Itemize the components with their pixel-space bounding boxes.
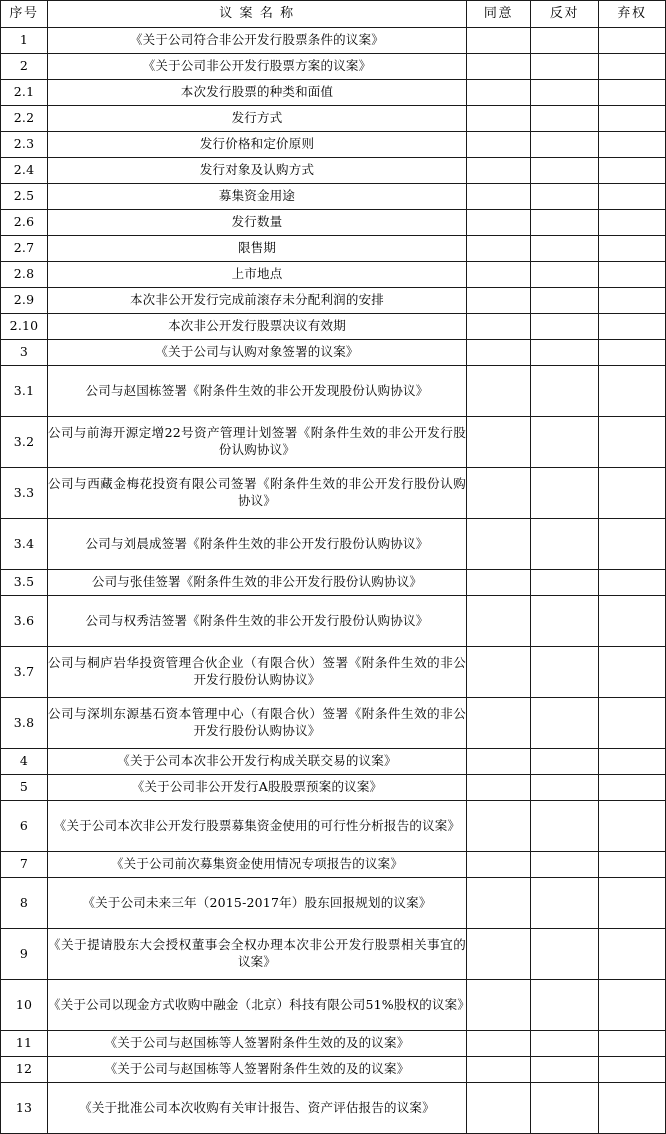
cell-vote-agree[interactable] — [467, 132, 531, 158]
cell-vote-abstain[interactable] — [599, 596, 666, 647]
cell-vote-oppose[interactable] — [531, 80, 599, 106]
cell-seq: 1 — [1, 28, 48, 54]
proposal-name-text: 《关于批准公司本次收购有关审计报告、资产评估报告的议案》 — [79, 1099, 435, 1115]
cell-vote-agree[interactable] — [467, 158, 531, 184]
cell-vote-oppose[interactable] — [531, 570, 599, 596]
cell-seq: 10 — [1, 980, 48, 1031]
cell-vote-agree[interactable] — [467, 596, 531, 647]
cell-vote-oppose[interactable] — [531, 236, 599, 262]
cell-seq: 13 — [1, 1083, 48, 1134]
table-row — [1, 980, 666, 1031]
cell-vote-abstain[interactable] — [599, 519, 666, 570]
cell-proposal-name — [48, 417, 467, 468]
table-row — [1, 1031, 666, 1057]
cell-seq: 2.10 — [1, 314, 48, 340]
cell-vote-oppose[interactable] — [531, 775, 599, 801]
cell-proposal-name — [48, 314, 467, 340]
proposal-name-text: 《关于公司前次募集资金使用情况专项报告的议案》 — [110, 856, 404, 872]
cell-proposal-name — [48, 28, 467, 54]
cell-vote-agree[interactable] — [467, 749, 531, 775]
cell-vote-agree[interactable] — [467, 54, 531, 80]
cell-proposal-name — [48, 468, 467, 519]
cell-vote-agree[interactable] — [467, 468, 531, 519]
cell-seq: 11 — [1, 1031, 48, 1057]
table-row — [1, 28, 666, 54]
cell-proposal-name — [48, 366, 467, 417]
cell-seq: 2.1 — [1, 80, 48, 106]
cell-seq: 5 — [1, 775, 48, 801]
cell-seq: 2.6 — [1, 210, 48, 236]
cell-proposal-name — [48, 801, 467, 852]
proposal-name-text: 《关于公司本次非公开发行构成关联交易的议案》 — [117, 753, 397, 769]
table-row — [1, 158, 666, 184]
cell-proposal-name — [48, 132, 467, 158]
cell-vote-abstain[interactable] — [599, 852, 666, 878]
cell-proposal-name — [48, 1031, 467, 1057]
cell-vote-agree[interactable] — [467, 417, 531, 468]
table-row — [1, 852, 666, 878]
cell-vote-abstain[interactable] — [599, 749, 666, 775]
cell-vote-abstain[interactable] — [599, 468, 666, 519]
cell-vote-oppose[interactable] — [531, 1083, 599, 1134]
proposal-name-text: 限售期 — [237, 240, 277, 256]
cell-proposal-name — [48, 288, 467, 314]
cell-vote-oppose[interactable] — [531, 929, 599, 980]
proposal-name-text: 公司与桐庐岩华投资管理合伙企业（有限合伙）签署《附条件生效的非公开发行股份认购协议》 — [48, 655, 466, 687]
cell-seq: 3.2 — [1, 417, 48, 468]
cell-vote-agree[interactable] — [467, 519, 531, 570]
cell-vote-abstain[interactable] — [599, 236, 666, 262]
column-header-seq: 序号 — [1, 1, 48, 28]
cell-vote-oppose[interactable] — [531, 288, 599, 314]
proposal-name-text: 发行方式 — [231, 110, 283, 126]
cell-vote-oppose[interactable] — [531, 852, 599, 878]
proposal-name-text: 《关于公司与赵国栋等人签署附条件生效的及的议案》 — [104, 1035, 410, 1051]
proposal-name-text: 《关于提请股东大会授权董事会全权办理本次非公开发行股票相关事宜的议案》 — [48, 937, 466, 969]
cell-vote-oppose[interactable] — [531, 158, 599, 184]
table-row — [1, 262, 666, 288]
cell-seq: 2.2 — [1, 106, 48, 132]
cell-vote-oppose[interactable] — [531, 698, 599, 749]
cell-vote-agree[interactable] — [467, 1083, 531, 1134]
column-header-agree: 同意 — [467, 1, 531, 28]
cell-seq: 3.7 — [1, 647, 48, 698]
cell-vote-oppose[interactable] — [531, 980, 599, 1031]
cell-vote-abstain[interactable] — [599, 158, 666, 184]
table-row — [1, 698, 666, 749]
cell-seq: 7 — [1, 852, 48, 878]
cell-vote-oppose[interactable] — [531, 28, 599, 54]
cell-proposal-name — [48, 340, 467, 366]
cell-vote-agree[interactable] — [467, 106, 531, 132]
cell-seq: 2.3 — [1, 132, 48, 158]
table-row — [1, 54, 666, 80]
proposal-name-text: 《关于公司非公开发行股票方案的议案》 — [142, 58, 372, 74]
table-row — [1, 1083, 666, 1134]
cell-proposal-name — [48, 184, 467, 210]
cell-proposal-name — [48, 80, 467, 106]
proposal-name-text: 公司与张佳签署《附条件生效的非公开发行股份认购协议》 — [91, 574, 423, 590]
table-row — [1, 106, 666, 132]
cell-seq: 3 — [1, 340, 48, 366]
proposal-name-text: 上市地点 — [231, 266, 283, 282]
cell-vote-agree[interactable] — [467, 1031, 531, 1057]
cell-vote-oppose[interactable] — [531, 340, 599, 366]
proposal-name-text: 《关于公司非公开发行A股股票预案的议案》 — [131, 779, 383, 795]
cell-proposal-name — [48, 1083, 467, 1134]
cell-vote-oppose[interactable] — [531, 878, 599, 929]
cell-vote-abstain[interactable] — [599, 929, 666, 980]
cell-vote-agree[interactable] — [467, 184, 531, 210]
cell-vote-agree[interactable] — [467, 210, 531, 236]
cell-vote-agree[interactable] — [467, 775, 531, 801]
proposal-name-text: 本次非公开发行完成前滚存未分配利润的安排 — [129, 292, 384, 308]
cell-vote-agree[interactable] — [467, 340, 531, 366]
cell-proposal-name — [48, 158, 467, 184]
cell-vote-abstain[interactable] — [599, 1083, 666, 1134]
cell-vote-abstain[interactable] — [599, 80, 666, 106]
cell-proposal-name — [48, 698, 467, 749]
cell-proposal-name — [48, 570, 467, 596]
cell-vote-agree[interactable] — [467, 647, 531, 698]
cell-proposal-name — [48, 596, 467, 647]
table-row — [1, 1057, 666, 1083]
column-header-name: 议 案 名 称 — [48, 1, 467, 28]
cell-proposal-name — [48, 54, 467, 80]
table-row — [1, 878, 666, 929]
cell-proposal-name — [48, 519, 467, 570]
table-row — [1, 596, 666, 647]
cell-vote-oppose[interactable] — [531, 210, 599, 236]
table-row — [1, 468, 666, 519]
column-header-oppose: 反对 — [531, 1, 599, 28]
cell-seq: 8 — [1, 878, 48, 929]
table-row — [1, 210, 666, 236]
cell-proposal-name — [48, 210, 467, 236]
proposal-name-text: 《关于公司以现金方式收购中融金（北京）科技有限公司51%股权的议案》 — [48, 996, 471, 1012]
cell-vote-oppose[interactable] — [531, 54, 599, 80]
cell-seq: 3.5 — [1, 570, 48, 596]
cell-proposal-name — [48, 929, 467, 980]
cell-vote-oppose[interactable] — [531, 1031, 599, 1057]
cell-proposal-name — [48, 236, 467, 262]
cell-vote-abstain[interactable] — [599, 340, 666, 366]
proposal-name-text: 公司与权秀洁签署《附条件生效的非公开发行股份认购协议》 — [85, 612, 429, 628]
table-row — [1, 570, 666, 596]
cell-vote-abstain[interactable] — [599, 775, 666, 801]
cell-seq: 4 — [1, 749, 48, 775]
cell-seq: 2 — [1, 54, 48, 80]
column-header-abstain: 弃权 — [599, 1, 666, 28]
cell-vote-oppose[interactable] — [531, 106, 599, 132]
cell-vote-abstain[interactable] — [599, 314, 666, 340]
proposal-name-text: 本次非公开发行股票决议有效期 — [168, 318, 346, 334]
cell-vote-agree[interactable] — [467, 314, 531, 340]
proposal-name-text: 公司与西藏金梅花投资有限公司签署《附条件生效的非公开发行股份认购协议》 — [48, 476, 466, 508]
cell-seq: 9 — [1, 929, 48, 980]
cell-vote-oppose[interactable] — [531, 647, 599, 698]
cell-seq: 2.7 — [1, 236, 48, 262]
cell-vote-agree[interactable] — [467, 366, 531, 417]
cell-vote-agree[interactable] — [467, 570, 531, 596]
cell-vote-oppose[interactable] — [531, 749, 599, 775]
cell-vote-abstain[interactable] — [599, 878, 666, 929]
proposal-name-text: 《关于公司符合非公开发行股票条件的议案》 — [129, 32, 384, 48]
cell-vote-agree[interactable] — [467, 929, 531, 980]
cell-vote-abstain[interactable] — [599, 54, 666, 80]
table-row — [1, 749, 666, 775]
table-row — [1, 288, 666, 314]
cell-proposal-name — [48, 749, 467, 775]
table-row — [1, 417, 666, 468]
proposal-name-text: 本次发行股票的种类和面值 — [180, 84, 334, 100]
table-row — [1, 775, 666, 801]
cell-vote-agree[interactable] — [467, 1057, 531, 1083]
cell-proposal-name — [48, 980, 471, 1031]
cell-vote-oppose[interactable] — [531, 519, 599, 570]
cell-proposal-name — [48, 775, 467, 801]
cell-vote-oppose[interactable] — [531, 132, 599, 158]
cell-vote-agree[interactable] — [467, 878, 531, 929]
cell-vote-abstain[interactable] — [599, 106, 666, 132]
cell-seq: 3.8 — [1, 698, 48, 749]
table-row — [1, 80, 666, 106]
cell-vote-oppose[interactable] — [531, 417, 599, 468]
proposal-name-text: 发行价格和定价原则 — [199, 136, 315, 152]
cell-seq: 2.8 — [1, 262, 48, 288]
cell-seq: 2.4 — [1, 158, 48, 184]
cell-vote-agree[interactable] — [467, 28, 531, 54]
cell-vote-oppose[interactable] — [531, 262, 599, 288]
table-row — [1, 184, 666, 210]
cell-vote-abstain[interactable] — [599, 801, 666, 852]
proposal-name-text: 募集资金用途 — [218, 188, 296, 204]
proposal-name-text: 发行对象及认购方式 — [199, 162, 315, 178]
cell-vote-abstain[interactable] — [599, 1031, 666, 1057]
table-row — [1, 801, 666, 852]
cell-vote-abstain[interactable] — [599, 366, 666, 417]
table-row — [1, 314, 666, 340]
cell-seq: 2.9 — [1, 288, 48, 314]
cell-vote-agree[interactable] — [467, 980, 531, 1031]
cell-proposal-name — [48, 852, 467, 878]
cell-proposal-name — [48, 647, 467, 698]
cell-vote-oppose[interactable] — [531, 801, 599, 852]
table-body — [1, 28, 666, 1134]
cell-seq: 12 — [1, 1057, 48, 1083]
cell-vote-agree[interactable] — [467, 262, 531, 288]
cell-seq: 2.5 — [1, 184, 48, 210]
cell-proposal-name — [48, 106, 467, 132]
cell-seq: 3.1 — [1, 366, 48, 417]
cell-vote-oppose[interactable] — [531, 314, 599, 340]
cell-vote-oppose[interactable] — [531, 468, 599, 519]
table-row — [1, 929, 666, 980]
cell-vote-agree[interactable] — [467, 852, 531, 878]
table-row — [1, 132, 666, 158]
cell-vote-oppose[interactable] — [531, 366, 599, 417]
cell-seq: 3.6 — [1, 596, 48, 647]
table-row — [1, 340, 666, 366]
cell-vote-abstain[interactable] — [599, 698, 666, 749]
proposal-name-text: 《关于公司与赵国栋等人签署附条件生效的及的议案》 — [104, 1061, 410, 1077]
cell-vote-abstain[interactable] — [599, 980, 666, 1031]
table-row — [1, 647, 666, 698]
cell-vote-oppose[interactable] — [531, 184, 599, 210]
cell-seq: 3.4 — [1, 519, 48, 570]
cell-vote-abstain[interactable] — [599, 184, 666, 210]
proposal-name-text: 公司与前海开源定增22号资产管理计划签署《附条件生效的非公开发行股份认购协议》 — [48, 425, 466, 457]
cell-vote-agree[interactable] — [467, 801, 531, 852]
cell-vote-abstain[interactable] — [599, 417, 666, 468]
proposal-name-text: 公司与深圳东源基石资本管理中心（有限合伙）签署《附条件生效的非公开发行股份认购协议》 — [48, 706, 466, 738]
table-row — [1, 519, 666, 570]
table-row — [1, 236, 666, 262]
cell-vote-agree[interactable] — [467, 236, 531, 262]
cell-vote-abstain[interactable] — [599, 1057, 666, 1083]
cell-vote-oppose[interactable] — [531, 596, 599, 647]
table-row — [1, 366, 666, 417]
proposal-name-text: 发行数量 — [231, 214, 283, 230]
proposal-name-text: 《关于公司未来三年（2015-2017年）股东回报规划的议案》 — [82, 894, 432, 910]
table-header-row — [1, 1, 666, 28]
cell-proposal-name — [48, 262, 467, 288]
cell-proposal-name — [48, 1057, 467, 1083]
cell-vote-abstain[interactable] — [599, 570, 666, 596]
cell-vote-agree[interactable] — [467, 698, 531, 749]
proposal-name-text: 《关于公司本次非公开发行股票募集资金使用的可行性分析报告的议案》 — [53, 817, 461, 833]
cell-seq: 6 — [1, 801, 48, 852]
proposal-name-text: 《关于公司与认购对象签署的议案》 — [155, 344, 359, 360]
cell-proposal-name — [48, 878, 467, 929]
cell-vote-abstain[interactable] — [599, 28, 666, 54]
cell-vote-agree[interactable] — [467, 288, 531, 314]
cell-vote-abstain[interactable] — [599, 210, 666, 236]
cell-vote-agree[interactable] — [467, 80, 531, 106]
cell-vote-abstain[interactable] — [599, 262, 666, 288]
cell-vote-abstain[interactable] — [599, 647, 666, 698]
cell-vote-abstain[interactable] — [599, 132, 666, 158]
cell-seq: 3.3 — [1, 468, 48, 519]
cell-vote-oppose[interactable] — [531, 1057, 599, 1083]
table-header — [1, 1, 666, 28]
cell-vote-abstain[interactable] — [599, 288, 666, 314]
proposal-name-text: 公司与赵国栋签署《附条件生效的非公开发现股份认购协议》 — [85, 382, 429, 398]
proposal-name-text: 公司与刘晨成签署《附条件生效的非公开发行股份认购协议》 — [85, 535, 429, 551]
